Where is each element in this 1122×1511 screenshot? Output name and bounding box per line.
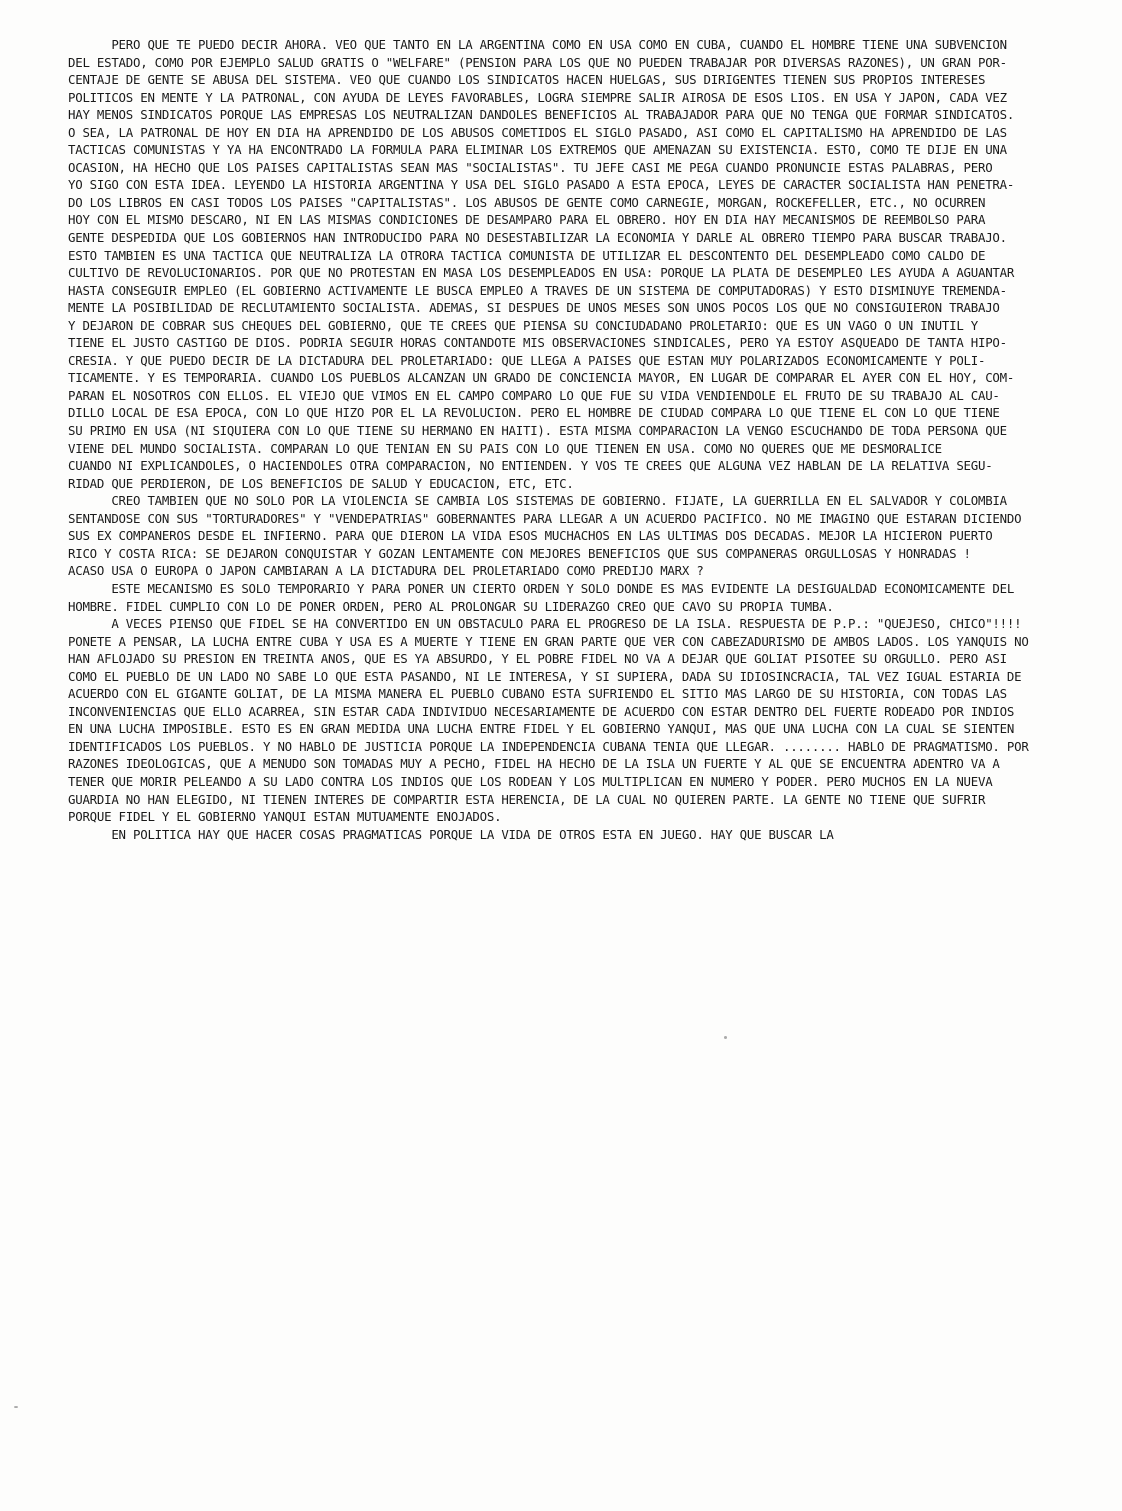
text-line: SU PRIMO EN USA (NI SIQUIERA CON LO QUE TIENE SU HERMANO EN HAITI). ESTA MISMA COMPARACION LA VENGO ESCUCHANDO DE TODA PERSONA QUE xyxy=(68,423,1007,439)
text-line: GUARDIA NO HAN ELEGIDO, NI TIENEN INTERES DE COMPARTIR ESTA HERENCIA, DE LA CUAL NO QUIEREN PARTE. LA GENTE NO TIENE QUE SUFRIR xyxy=(68,791,986,807)
text-line: ACASO USA O EUROPA O JAPON CAMBIARAN A LA DICTADURA DEL PROLETARIADO COMO PREDIJO MARX ? xyxy=(68,563,704,579)
text-line: Y DEJARON DE COBRAR SUS CHEQUES DEL GOBIERNO, QUE TE CREES QUE PIENSA SU CONCIUDADANO PROLETARIO: QUE ES UN VAGO O UN INUTIL Y xyxy=(68,317,978,333)
typewritten-text-body xyxy=(68,36,1071,843)
text-line: PORQUE FIDEL Y EL GOBIERNO YANQUI ESTAN MUTUAMENTE ENOJADOS. xyxy=(68,809,502,825)
text-line: CREO TAMBIEN QUE NO SOLO POR LA VIOLENCIA SE CAMBIA LOS SISTEMAS DE GOBIERNO. FIJATE, LA GUERRILLA EN EL SALVADOR Y COLOMBIA xyxy=(68,493,1007,509)
text-line: DO LOS LIBROS EN CASI TODOS LOS PAISES "CAPITALISTAS". LOS ABUSOS DE GENTE COMO CARNEGIE, MORGAN, ROCKEFELLER, ETC., NO OCURREN xyxy=(68,194,986,210)
text-line: HAY MENOS SINDICATOS PORQUE LAS EMPRESAS LOS NEUTRALIZAN DANDOLES BENEFICIOS AL TRABAJADOR PARA QUE NO TENGA QUE FORMAR SINDICATOS. xyxy=(68,107,1015,123)
text-line: RAZONES IDEOLOGICAS, QUE A MENUDO SON TOMADAS MUY A PECHO, FIDEL HA HECHO DE LA ISLA UN FUERTE Y AL QUE SE ENCUENTRA ADENTRO VA A xyxy=(68,756,1000,772)
text-line: TACTICAS COMUNISTAS Y YA HA ENCONTRADO LA FORMULA PARA ELIMINAR LOS EXTREMOS QUE AMENAZAN SU EXISTENCIA. ESTO, COMO TE DIJE EN UNA xyxy=(68,142,1007,158)
text-line: HAN AFLOJADO SU PRESION EN TREINTA ANOS, QUE ES YA ABSURDO, Y EL POBRE FIDEL NO VA A DEJAR QUE GOLIAT PISOTEE SU ORGULLO. PERO ASI xyxy=(68,651,1007,667)
text-line: GENTE DESPEDIDA QUE LOS GOBIERNOS HAN INTRODUCIDO PARA NO DESESTABILIZAR LA ECONOMIA Y DARLE AL OBRERO TIEMPO PARA BUSCAR TRABAJO. xyxy=(68,230,1007,246)
text-line: PERO QUE TE PUEDO DECIR AHORA. VEO QUE TANTO EN LA ARGENTINA COMO EN USA COMO EN CUBA, CUANDO EL HOMBRE TIENE UNA SUBVENCION xyxy=(68,37,1007,52)
text-line: COMO EL PUEBLO DE UN LADO NO SABE LO QUE ESTA PASANDO, NI LE INTERESA, Y SI SUPIERA, DADA SU IDIOSINCRACIA, TAL VEZ IGUAL ESTARIA DE xyxy=(68,668,1022,684)
text-line: EN POLITICA HAY QUE HACER COSAS PRAGMATICAS PORQUE LA VIDA DE OTROS ESTA EN JUEGO. HAY QUE BUSCAR LA xyxy=(68,826,834,842)
text-line: CRESIA. Y QUE PUEDO DECIR DE LA DICTADURA DEL PROLETARIADO: QUE LLEGA A PAISES QUE ESTAN MUY POLARIZADOS ECONOMICAMENTE Y POLI- xyxy=(68,352,986,368)
speck xyxy=(724,1036,727,1039)
text-line: YO SIGO CON ESTA IDEA. LEYENDO LA HISTORIA ARGENTINA Y USA DEL SIGLO PASADO A ESTA EPOCA, LEYES DE CARACTER SOCIALISTA HAN PENETRA- xyxy=(68,177,1015,193)
text-line: POLITICOS EN MENTE Y LA PATRONAL, CON AYUDA DE LEYES FAVORABLES, LOGRA SIEMPRE SALIR AIROSA DE ESOS LIOS. EN USA Y JAPON, CADA VEZ xyxy=(68,89,1007,105)
text-line: RIDAD QUE PERDIERON, DE LOS BENEFICIOS DE SALUD Y EDUCACION, ETC, ETC. xyxy=(68,475,574,491)
text-line: HOY CON EL MISMO DESCARO, NI EN LAS MISMAS CONDICIONES DE DESAMPARO PARA EL OBRERO. HOY EN DIA HAY MECANISMOS DE REEMBOLSO PARA xyxy=(68,212,986,228)
text-line: RICO Y COSTA RICA: SE DEJARON CONQUISTAR Y GOZAN LENTAMENTE CON MEJORES BENEFICIOS QUE SUS COMPANERAS ORGULLOSAS Y HONRADAS ! xyxy=(68,545,971,561)
text-line: SUS EX COMPANEROS DESDE EL INFIERNO. PARA QUE DIERON LA VIDA ESOS MUCHACHOS EN LAS ULTIMAS DOS DECADAS. MEJOR LA HICIERON PUERTO xyxy=(68,528,993,544)
text-line: PARAN EL NOSOTROS CON ELLOS. EL VIEJO QUE VIMOS EN EL CAMPO COMPARO LO QUE FUE SU VIDA VENDIENDOLE EL FRUTO DE SU TRABAJO AL CAU- xyxy=(68,387,1000,403)
text-line: VIENE DEL MUNDO SOCIALISTA. COMPARAN LO QUE TENIAN EN SU PAIS CON LO QUE TIENEN EN USA. COMO NO QUERES QUE ME DESMORALICE xyxy=(68,440,942,456)
text-line: MENTE LA POSIBILIDAD DE RECLUTAMIENTO SOCIALISTA. ADEMAS, SI DESPUES DE UNOS MESES SON UNOS POCOS LOS QUE NO CONSIGUIERON TRABAJO xyxy=(68,300,1000,316)
text-line: HOMBRE. FIDEL CUMPLIO CON LO DE PONER ORDEN, PERO AL PROLONGAR SU LIDERAZGO CREO QUE CAVO SU PROPIA TUMBA. xyxy=(68,598,834,614)
text-line: A VECES PIENSO QUE FIDEL SE HA CONVERTIDO EN UN OBSTACULO PARA EL PROGRESO DE LA ISLA. RESPUESTA DE P.P.: "QUEJESO, CHICO"!!!! xyxy=(68,616,1022,632)
text-line: DEL ESTADO, COMO POR EJEMPLO SALUD GRATIS O "WELFARE" (PENSION PARA LOS QUE NO PUEDEN TRABAJAR POR DIVERSAS RAZONES), UN GRAN POR- xyxy=(68,54,1007,70)
text-line: O SEA, LA PATRONAL DE HOY EN DIA HA APRENDIDO DE LOS ABUSOS COMETIDOS EL SIGLO PASADO, ASI COMO EL CAPITALISMO HA APRENDIDO DE LAS xyxy=(68,124,1007,140)
text-line: OCASION, HA HECHO QUE LOS PAISES CAPITALISTAS SEAN MAS "SOCIALISTAS". TU JEFE CASI ME PEGA CUANDO PRONUNCIE ESTAS PALABRAS, PERO xyxy=(68,159,993,175)
text-line: CENTAJE DE GENTE SE ABUSA DEL SISTEMA. VEO QUE CUANDO LOS SINDICATOS HACEN HUELGAS, SUS DIRIGENTES TIENEN SUS PROPIOS INTERESES xyxy=(68,72,986,88)
text-line: ACUERDO CON EL GIGANTE GOLIAT, DE LA MISMA MANERA EL PUEBLO CUBANO ESTA SUFRIENDO EL SITIO MAS LARGO DE SU HISTORIA, CON TODAS LAS xyxy=(68,686,1007,702)
text-line: PONETE A PENSAR, LA LUCHA ENTRE CUBA Y USA ES A MUERTE Y TIENE EN GRAN PARTE QUE VER CON CABEZADURISMO DE AMBOS LADOS. LOS YANQUIS NO xyxy=(68,633,1029,649)
speck xyxy=(14,1406,18,1408)
text-line: ESTE MECANISMO ES SOLO TEMPORARIO Y PARA PONER UN CIERTO ORDEN Y SOLO DONDE ES MAS EVIDENTE LA DESIGUALDAD ECONOMICAMENTE DEL xyxy=(68,580,1015,596)
text-line: INCONVENIENCIAS QUE ELLO ACARREA, SIN ESTAR CADA INDIVIDUO NECESARIAMENTE DE ACUERDO CON ESTAR DENTRO DEL FUERTE RODEADO POR INDIOS xyxy=(68,703,1015,719)
text-line: TIENE EL JUSTO CASTIGO DE DIOS. PODRIA SEGUIR HORAS CONTANDOTE MIS OBSERVACIONES SINDICALES, PERO YA ESTOY ASQUEADO DE TANTA HIPO- xyxy=(68,335,1007,351)
text-line: TENER QUE MORIR PELEANDO A SU LADO CONTRA LOS INDIOS QUE LOS RODEAN Y LOS MULTIPLICAN EN NUMERO Y PODER. PERO MUCHOS EN LA NUEVA xyxy=(68,773,993,789)
text-line: CUANDO NI EXPLICANDOLES, O HACIENDOLES OTRA COMPARACION, NO ENTIENDEN. Y VOS TE CREES QUE ALGUNA VEZ HABLAN DE LA RELATIVA SEGU- xyxy=(68,458,993,474)
text-line: IDENTIFICADOS LOS PUEBLOS. Y NO HABLO DE JUSTICIA PORQUE LA INDEPENDENCIA CUBANA TENIA QUE LLEGAR. ........ HABLO DE PRAGMATISMO. POR xyxy=(68,738,1029,754)
text-line: HASTA CONSEGUIR EMPLEO (EL GOBIERNO ACTIVAMENTE LE BUSCA EMPLEO A TRAVES DE UN SISTEMA DE COMPUTADORAS) Y ESTO DISMINUYE TREMENDA- xyxy=(68,282,1007,298)
text-line: ESTO TAMBIEN ES UNA TACTICA QUE NEUTRALIZA LA OTRORA TACTICA COMUNISTA DE UTILIZAR EL DESCONTENTO DEL DESEMPLEADO COMO CALDO DE xyxy=(68,247,986,263)
text-line: TICAMENTE. Y ES TEMPORARIA. CUANDO LOS PUEBLOS ALCANZAN UN GRADO DE CONCIENCIA MAYOR, EN LUGAR DE COMPARAR EL AYER CON EL HOY, COM- xyxy=(68,370,1015,386)
text-line: EN UNA LUCHA IMPOSIBLE. ESTO ES EN GRAN MEDIDA UNA LUCHA ENTRE FIDEL Y EL GOBIERNO YANQUI, MAS QUE UNA LUCHA CON LA CUAL SE SIENTEN xyxy=(68,721,1015,737)
text-line: SENTANDOSE CON SUS "TORTURADORES" Y "VENDEPATRIAS" GOBERNANTES PARA LLEGAR A UN ACUERDO PACIFICO. NO ME IMAGINO QUE ESTARAN DICIENDO xyxy=(68,510,1022,526)
text-line: CULTIVO DE REVOLUCIONARIOS. POR QUE NO PROTESTAN EN MASA LOS DESEMPLEADOS EN USA: PORQUE LA PLATA DE DESEMPLEO LES AYUDA A AGUANTAR xyxy=(68,265,1015,281)
text-line: DILLO LOCAL DE ESA EPOCA, CON LO QUE HIZO POR EL LA REVOLUCION. PERO EL HOMBRE DE CIUDAD COMPARA LO QUE TIENE EL CON LO QUE TIENE xyxy=(68,405,1000,421)
